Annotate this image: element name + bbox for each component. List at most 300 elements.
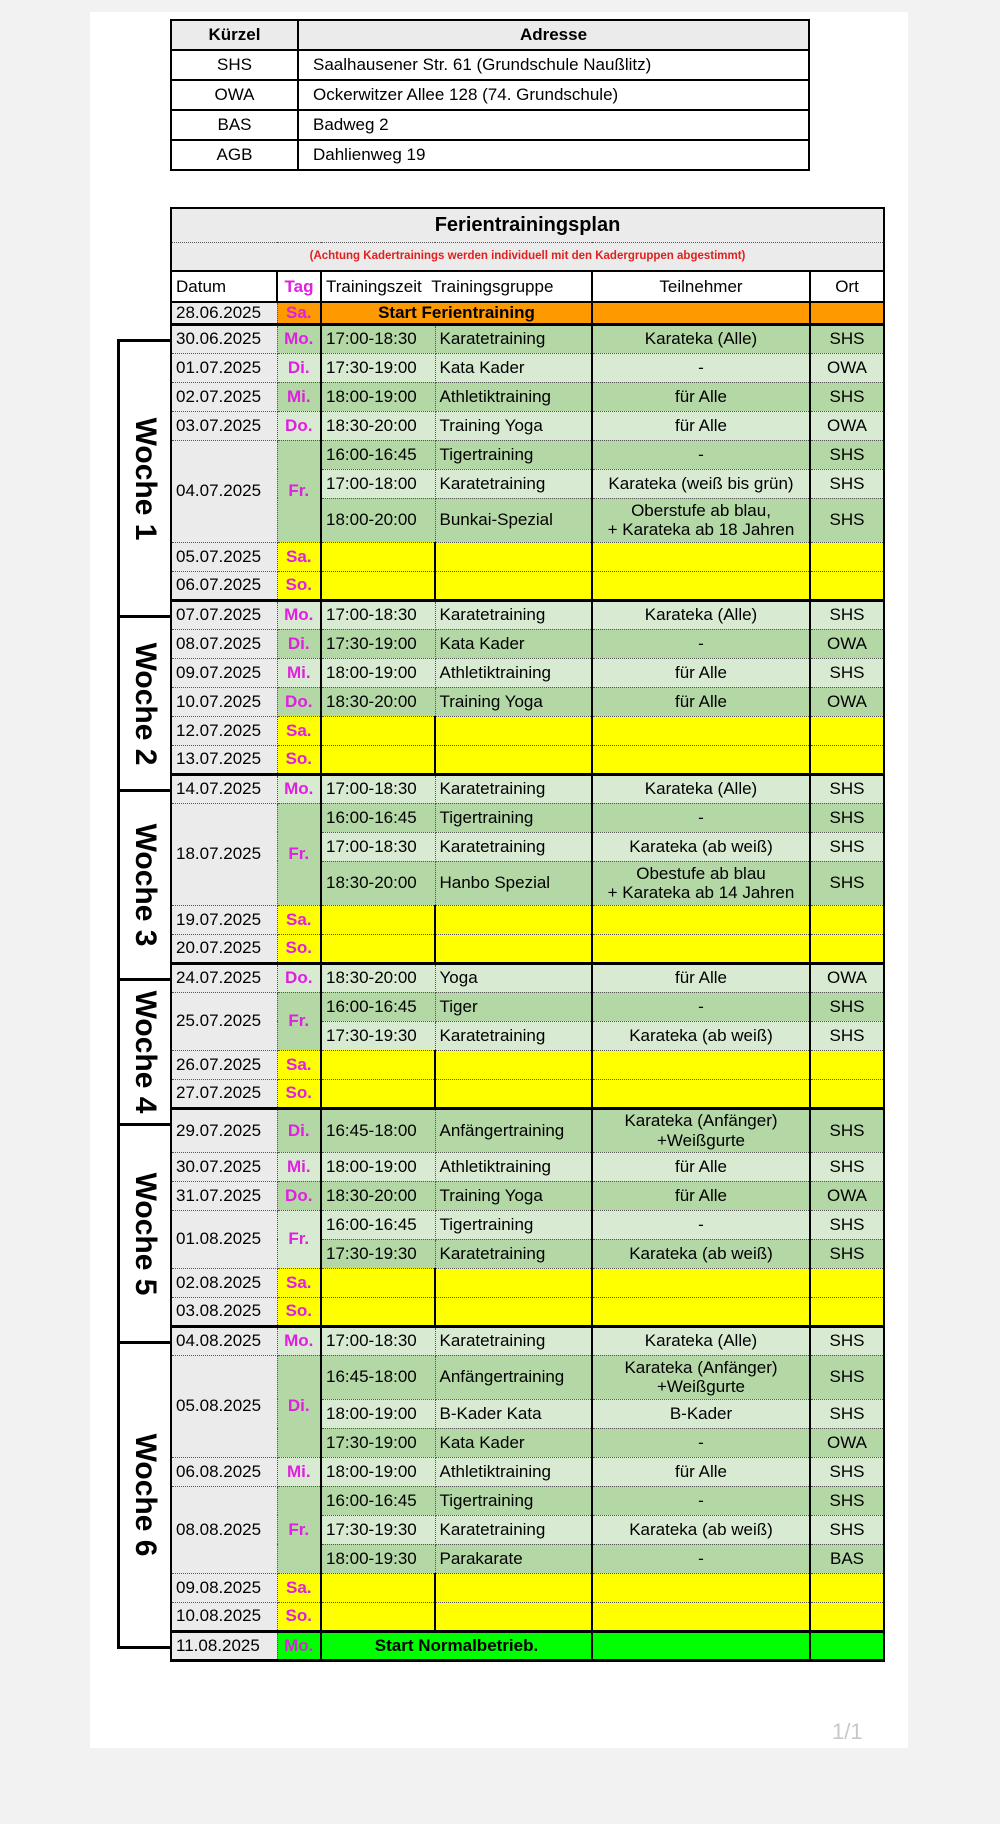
date-cell: 06.08.2025: [171, 1457, 277, 1486]
group-cell: Training Yoga: [435, 687, 592, 716]
date-cell: 05.08.2025: [171, 1355, 277, 1457]
plan-warning: (Achtung Kadertrainings werden individuell mit den Kadergruppen abgestimmt): [171, 243, 884, 272]
address-table: [170, 19, 810, 171]
participants-cell: Obestufe ab blau + Karateka ab 14 Jahren: [592, 861, 810, 905]
time-cell: 17:00-18:30: [321, 324, 435, 353]
time-cell: 16:00-16:45: [321, 1486, 435, 1515]
group-cell: Anfängertraining: [435, 1355, 592, 1399]
address-adresse: Ockerwitzer Allee 128 (74. Grundschule): [298, 80, 809, 110]
time-cell: 16:00-16:45: [321, 803, 435, 832]
participants-cell: -: [592, 629, 810, 658]
day-cell: Fr.: [277, 992, 321, 1050]
session-row: [171, 963, 884, 992]
date-cell: 29.07.2025: [171, 1108, 277, 1152]
place-cell: SHS: [810, 1239, 884, 1268]
group-cell: Anfängertraining: [435, 1108, 592, 1152]
place-cell: SHS: [810, 1152, 884, 1181]
place-cell: [810, 1297, 884, 1326]
place-cell: SHS: [810, 1486, 884, 1515]
group-cell: [435, 1573, 592, 1602]
session-row: [171, 1152, 884, 1181]
column-header-trainingsgruppe: Trainingsgruppe: [431, 276, 554, 296]
day-cell: Mo.: [277, 774, 321, 803]
day-cell: Di.: [277, 353, 321, 382]
participants-cell: [592, 1268, 810, 1297]
time-cell: [321, 745, 435, 774]
time-cell: 16:00-16:45: [321, 992, 435, 1021]
session-row: [171, 1210, 884, 1239]
page-number: 1/1: [832, 1719, 863, 1744]
time-cell: 17:00-18:00: [321, 469, 435, 498]
group-cell: Karatetraining: [435, 774, 592, 803]
time-cell: 16:45-18:00: [321, 1355, 435, 1399]
plan-warning-row: [171, 243, 884, 272]
address-row: [171, 50, 809, 80]
day-cell: So.: [277, 1602, 321, 1631]
time-cell: [321, 1602, 435, 1631]
place-cell: [810, 1079, 884, 1108]
time-cell: [321, 1268, 435, 1297]
training-plan-table: [170, 207, 885, 1662]
group-cell: Tigertraining: [435, 1486, 592, 1515]
address-kuerzel: BAS: [171, 110, 298, 140]
group-cell: [435, 1297, 592, 1326]
time-cell: 17:30-19:30: [321, 1239, 435, 1268]
place-cell: OWA: [810, 1428, 884, 1457]
place-cell: SHS: [810, 1515, 884, 1544]
time-cell: [321, 1050, 435, 1079]
address-header-row: [171, 20, 809, 50]
time-cell: [321, 571, 435, 600]
week-labels: [117, 339, 170, 1693]
day-cell: Do.: [277, 963, 321, 992]
day-cell: Do.: [277, 1181, 321, 1210]
time-cell: 17:00-18:30: [321, 774, 435, 803]
session-row: [171, 1181, 884, 1210]
weekend-row: [171, 745, 884, 774]
participants-cell: [592, 1079, 810, 1108]
address-kuerzel: AGB: [171, 140, 298, 170]
group-cell: [435, 542, 592, 571]
date-cell: 30.06.2025: [171, 324, 277, 353]
group-cell: Parakarate: [435, 1544, 592, 1573]
end-empty-participants: [592, 1631, 810, 1660]
participants-cell: Karateka (ab weiß): [592, 1515, 810, 1544]
place-cell: SHS: [810, 600, 884, 629]
day-cell: Sa.: [277, 716, 321, 745]
column-header-trainingszeit-gruppe: [321, 271, 592, 302]
week-label-box: [117, 339, 170, 618]
weekend-row: [171, 1297, 884, 1326]
participants-cell: [592, 745, 810, 774]
participants-cell: B-Kader: [592, 1399, 810, 1428]
time-cell: [321, 934, 435, 963]
plan-header-row: [171, 271, 884, 302]
address-kuerzel: SHS: [171, 50, 298, 80]
session-row: [171, 324, 884, 353]
place-cell: SHS: [810, 1021, 884, 1050]
session-row: [171, 687, 884, 716]
session-row: [171, 353, 884, 382]
day-cell: Fr.: [277, 803, 321, 905]
week-label: Woche 4: [129, 990, 162, 1114]
place-cell: OWA: [810, 411, 884, 440]
participants-cell: -: [592, 353, 810, 382]
time-cell: 18:00-19:30: [321, 1544, 435, 1573]
time-cell: 18:00-19:00: [321, 382, 435, 411]
weekend-row: [171, 542, 884, 571]
place-cell: BAS: [810, 1544, 884, 1573]
time-cell: 18:00-20:00: [321, 498, 435, 542]
date-cell: 10.08.2025: [171, 1602, 277, 1631]
place-cell: SHS: [810, 1399, 884, 1428]
date-cell: 09.07.2025: [171, 658, 277, 687]
session-row: [171, 600, 884, 629]
participants-cell: [592, 542, 810, 571]
group-cell: Tiger: [435, 992, 592, 1021]
week-label-box: [117, 1341, 170, 1649]
participants-cell: [592, 716, 810, 745]
day-cell: Fr.: [277, 1210, 321, 1268]
place-cell: OWA: [810, 1181, 884, 1210]
participants-cell: [592, 571, 810, 600]
group-cell: [435, 1050, 592, 1079]
training-plan-body: [171, 208, 884, 1660]
start-day: Sa.: [277, 302, 321, 324]
week-label-box: [117, 978, 170, 1126]
participants-cell: -: [592, 1486, 810, 1515]
week-label: Woche 3: [129, 823, 162, 947]
participants-cell: Karateka (Anfänger) +Weißgurte: [592, 1355, 810, 1399]
date-cell: 31.07.2025: [171, 1181, 277, 1210]
day-cell: Di.: [277, 1355, 321, 1457]
time-cell: 17:30-19:00: [321, 629, 435, 658]
place-cell: [810, 542, 884, 571]
place-cell: SHS: [810, 440, 884, 469]
address-row: [171, 80, 809, 110]
date-cell: 08.07.2025: [171, 629, 277, 658]
participants-cell: [592, 1573, 810, 1602]
start-date: 28.06.2025: [171, 302, 277, 324]
participants-cell: -: [592, 440, 810, 469]
group-cell: Yoga: [435, 963, 592, 992]
place-cell: OWA: [810, 353, 884, 382]
participants-cell: Oberstufe ab blau, + Karateka ab 18 Jahren: [592, 498, 810, 542]
weekend-row: [171, 1050, 884, 1079]
place-cell: OWA: [810, 629, 884, 658]
group-cell: [435, 1268, 592, 1297]
time-cell: 17:00-18:30: [321, 600, 435, 629]
column-header-datum: Datum: [171, 271, 277, 302]
date-cell: 02.07.2025: [171, 382, 277, 411]
place-cell: [810, 571, 884, 600]
participants-cell: für Alle: [592, 658, 810, 687]
participants-cell: [592, 1602, 810, 1631]
week-label-box: [117, 615, 170, 792]
date-cell: 27.07.2025: [171, 1079, 277, 1108]
group-cell: [435, 1079, 592, 1108]
participants-cell: -: [592, 1544, 810, 1573]
group-cell: Athletiktraining: [435, 382, 592, 411]
address-adresse: Dahlienweg 19: [298, 140, 809, 170]
time-cell: 17:30-19:00: [321, 1428, 435, 1457]
session-row: [171, 774, 884, 803]
end-label: Start Normalbetrieb.: [321, 1631, 592, 1660]
group-cell: Karatetraining: [435, 1515, 592, 1544]
plan-title-row: [171, 208, 884, 243]
participants-cell: Karateka (Alle): [592, 600, 810, 629]
column-header-ort: Ort: [810, 271, 884, 302]
date-cell: 24.07.2025: [171, 963, 277, 992]
time-cell: 16:00-16:45: [321, 440, 435, 469]
group-cell: Karatetraining: [435, 1239, 592, 1268]
place-cell: [810, 934, 884, 963]
place-cell: SHS: [810, 658, 884, 687]
time-cell: 17:00-18:30: [321, 832, 435, 861]
group-cell: B-Kader Kata: [435, 1399, 592, 1428]
start-row: [171, 302, 884, 324]
time-cell: [321, 716, 435, 745]
end-empty-place: [810, 1631, 884, 1660]
day-cell: Do.: [277, 411, 321, 440]
place-cell: OWA: [810, 963, 884, 992]
day-cell: Mi.: [277, 1457, 321, 1486]
day-cell: Sa.: [277, 1050, 321, 1079]
day-cell: Sa.: [277, 905, 321, 934]
group-cell: Bunkai-Spezial: [435, 498, 592, 542]
time-cell: [321, 905, 435, 934]
plan-title: Ferientrainingsplan: [171, 208, 884, 243]
participants-cell: Karateka (ab weiß): [592, 832, 810, 861]
day-cell: So.: [277, 745, 321, 774]
date-cell: 07.07.2025: [171, 600, 277, 629]
place-cell: [810, 745, 884, 774]
date-cell: 12.07.2025: [171, 716, 277, 745]
address-table-body: [171, 50, 809, 170]
place-cell: OWA: [810, 687, 884, 716]
place-cell: SHS: [810, 469, 884, 498]
participants-cell: [592, 905, 810, 934]
column-header-trainingszeit: Trainingszeit: [326, 276, 422, 296]
day-cell: Sa.: [277, 1268, 321, 1297]
place-cell: SHS: [810, 498, 884, 542]
address-adresse: Saalhausener Str. 61 (Grundschule Naußlitz): [298, 50, 809, 80]
time-cell: 16:45-18:00: [321, 1108, 435, 1152]
address-adresse: Badweg 2: [298, 110, 809, 140]
place-cell: [810, 905, 884, 934]
group-cell: Kata Kader: [435, 629, 592, 658]
day-cell: So.: [277, 1079, 321, 1108]
group-cell: Karatetraining: [435, 324, 592, 353]
time-cell: 17:30-19:30: [321, 1021, 435, 1050]
date-cell: 03.07.2025: [171, 411, 277, 440]
date-cell: 13.07.2025: [171, 745, 277, 774]
time-cell: 18:30-20:00: [321, 687, 435, 716]
time-cell: 18:00-19:00: [321, 658, 435, 687]
participants-cell: für Alle: [592, 1181, 810, 1210]
date-cell: 20.07.2025: [171, 934, 277, 963]
participants-cell: Karateka (ab weiß): [592, 1239, 810, 1268]
group-cell: Kata Kader: [435, 353, 592, 382]
place-cell: SHS: [810, 1108, 884, 1152]
column-header-tag: Tag: [277, 271, 321, 302]
date-cell: 08.08.2025: [171, 1486, 277, 1573]
session-row: [171, 1326, 884, 1355]
date-cell: 01.08.2025: [171, 1210, 277, 1268]
week-label-box: [117, 1123, 170, 1344]
time-cell: 18:30-20:00: [321, 963, 435, 992]
participants-cell: für Alle: [592, 1457, 810, 1486]
time-cell: [321, 1079, 435, 1108]
date-cell: 18.07.2025: [171, 803, 277, 905]
end-row: [171, 1631, 884, 1660]
time-cell: 17:30-19:00: [321, 353, 435, 382]
time-cell: 17:30-19:30: [321, 1515, 435, 1544]
participants-cell: für Alle: [592, 1152, 810, 1181]
day-cell: Mi.: [277, 382, 321, 411]
weekend-row: [171, 934, 884, 963]
session-row: [171, 629, 884, 658]
place-cell: SHS: [810, 1355, 884, 1399]
day-cell: Mo.: [277, 1326, 321, 1355]
date-cell: 06.07.2025: [171, 571, 277, 600]
participants-cell: Karateka (Alle): [592, 1326, 810, 1355]
time-cell: [321, 1573, 435, 1602]
participants-cell: Karateka (Alle): [592, 324, 810, 353]
day-cell: Mi.: [277, 1152, 321, 1181]
date-cell: 10.07.2025: [171, 687, 277, 716]
place-cell: SHS: [810, 832, 884, 861]
address-row: [171, 140, 809, 170]
weekend-row: [171, 716, 884, 745]
week-label-box: [117, 789, 170, 981]
group-cell: Hanbo Spezial: [435, 861, 592, 905]
time-cell: 18:30-20:00: [321, 861, 435, 905]
session-row: [171, 1355, 884, 1399]
end-day: Mo.: [277, 1631, 321, 1660]
date-cell: 02.08.2025: [171, 1268, 277, 1297]
weekend-row: [171, 1079, 884, 1108]
group-cell: Tigertraining: [435, 803, 592, 832]
end-date: 11.08.2025: [171, 1631, 277, 1660]
week-label: Woche 6: [129, 1433, 162, 1557]
date-cell: 19.07.2025: [171, 905, 277, 934]
session-row: [171, 1486, 884, 1515]
participants-cell: für Alle: [592, 687, 810, 716]
participants-cell: für Alle: [592, 382, 810, 411]
column-header-kuerzel: Kürzel: [171, 20, 298, 50]
time-cell: 16:00-16:45: [321, 1210, 435, 1239]
day-cell: Mo.: [277, 324, 321, 353]
participants-cell: -: [592, 992, 810, 1021]
place-cell: SHS: [810, 774, 884, 803]
weekend-row: [171, 905, 884, 934]
day-cell: So.: [277, 934, 321, 963]
day-cell: Mo.: [277, 600, 321, 629]
group-cell: [435, 571, 592, 600]
participants-cell: -: [592, 803, 810, 832]
day-cell: So.: [277, 571, 321, 600]
week-label: Woche 5: [129, 1172, 162, 1295]
session-row: [171, 992, 884, 1021]
time-cell: 17:00-18:30: [321, 1326, 435, 1355]
week-label: Woche 1: [129, 417, 162, 540]
participants-cell: -: [592, 1210, 810, 1239]
date-cell: 26.07.2025: [171, 1050, 277, 1079]
participants-cell: Karateka (ab weiß): [592, 1021, 810, 1050]
session-row: [171, 658, 884, 687]
place-cell: SHS: [810, 1326, 884, 1355]
place-cell: [810, 716, 884, 745]
time-cell: 18:00-19:00: [321, 1457, 435, 1486]
group-cell: [435, 905, 592, 934]
place-cell: SHS: [810, 992, 884, 1021]
participants-cell: [592, 934, 810, 963]
group-cell: Karatetraining: [435, 832, 592, 861]
group-cell: Karatetraining: [435, 600, 592, 629]
start-label: Start Ferientraining: [321, 302, 592, 324]
day-cell: Di.: [277, 629, 321, 658]
address-kuerzel: OWA: [171, 80, 298, 110]
place-cell: [810, 1268, 884, 1297]
column-header-adresse: Adresse: [298, 20, 809, 50]
weekend-row: [171, 571, 884, 600]
day-cell: Fr.: [277, 1486, 321, 1573]
date-cell: 05.07.2025: [171, 542, 277, 571]
time-cell: [321, 542, 435, 571]
day-cell: Di.: [277, 1108, 321, 1152]
date-cell: 04.07.2025: [171, 440, 277, 542]
participants-cell: für Alle: [592, 411, 810, 440]
time-cell: 18:00-19:00: [321, 1152, 435, 1181]
place-cell: SHS: [810, 803, 884, 832]
group-cell: Training Yoga: [435, 411, 592, 440]
place-cell: SHS: [810, 861, 884, 905]
session-row: [171, 411, 884, 440]
time-cell: 18:30-20:00: [321, 1181, 435, 1210]
group-cell: Karatetraining: [435, 469, 592, 498]
group-cell: Tigertraining: [435, 1210, 592, 1239]
day-cell: Do.: [277, 687, 321, 716]
date-cell: 01.07.2025: [171, 353, 277, 382]
address-row: [171, 110, 809, 140]
time-cell: [321, 1297, 435, 1326]
group-cell: Athletiktraining: [435, 1457, 592, 1486]
place-cell: [810, 1573, 884, 1602]
participants-cell: [592, 1297, 810, 1326]
group-cell: Karatetraining: [435, 1021, 592, 1050]
participants-cell: für Alle: [592, 963, 810, 992]
participants-cell: Karateka (Anfänger) +Weißgurte: [592, 1108, 810, 1152]
session-row: [171, 1108, 884, 1152]
date-cell: 03.08.2025: [171, 1297, 277, 1326]
date-cell: 25.07.2025: [171, 992, 277, 1050]
place-cell: SHS: [810, 1457, 884, 1486]
place-cell: SHS: [810, 382, 884, 411]
group-cell: [435, 745, 592, 774]
weekend-row: [171, 1602, 884, 1631]
day-cell: Sa.: [277, 1573, 321, 1602]
group-cell: [435, 934, 592, 963]
day-cell: Mi.: [277, 658, 321, 687]
day-cell: So.: [277, 1297, 321, 1326]
participants-cell: [592, 1050, 810, 1079]
place-cell: [810, 1050, 884, 1079]
group-cell: Tigertraining: [435, 440, 592, 469]
weekend-row: [171, 1573, 884, 1602]
session-row: [171, 440, 884, 469]
participants-cell: -: [592, 1428, 810, 1457]
